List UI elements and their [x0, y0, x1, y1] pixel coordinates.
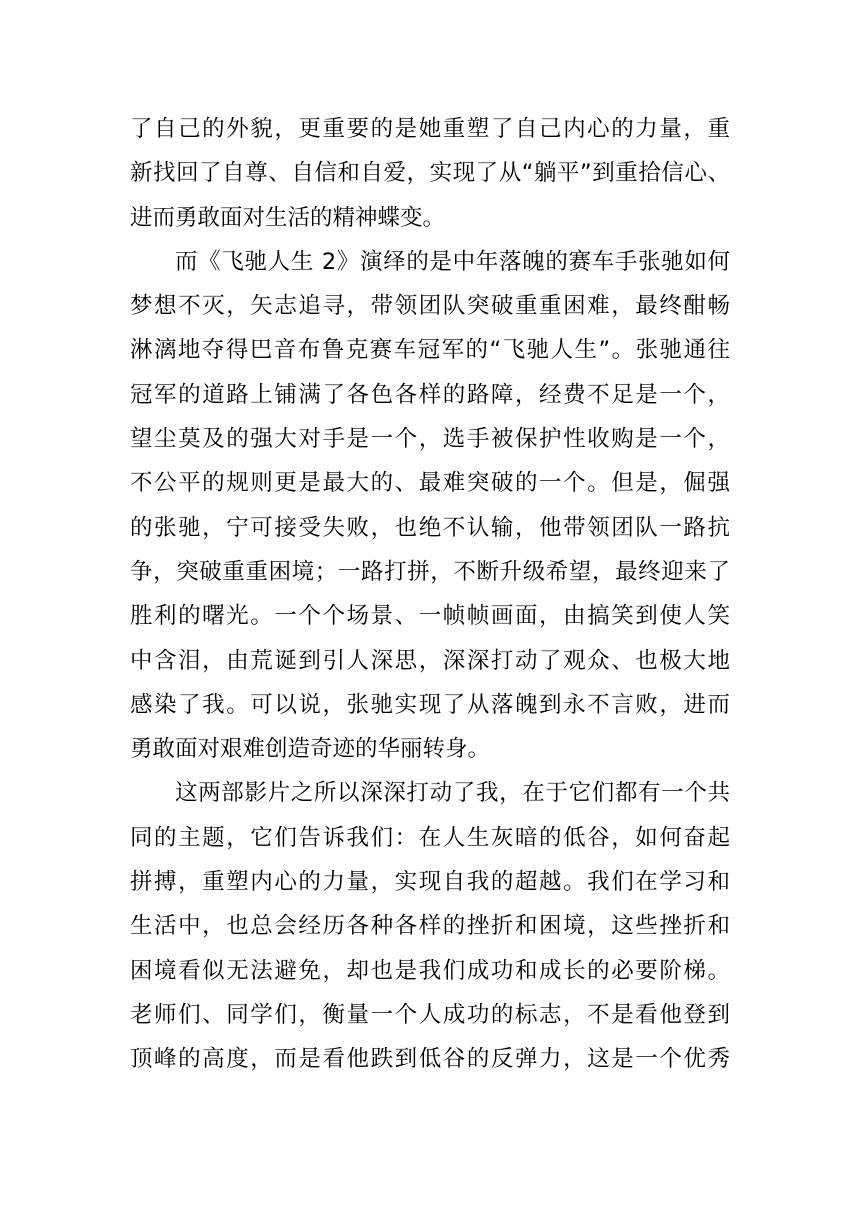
text-line: 困境看似无法避免，却也是我们成功和成长的必要阶梯。 — [130, 957, 730, 984]
paragraph-3 — [130, 771, 730, 1081]
text-line: 顶峰的高度，而是看他跌到低谷的反弹力，这是一个优秀 — [130, 1046, 730, 1073]
text-line: 而《飞驰人生 2》演绎的是中年落魄的赛车手张驰如何 — [175, 248, 730, 275]
text-line: 了自己的外貌，更重要的是她重塑了自己内心的力量，重 — [130, 116, 730, 142]
text-line: 进而勇敢面对生活的精神蝶变。 — [130, 204, 446, 231]
text-line: 拼搏，重塑内心的力量，实现自我的超越。我们在学习和 — [130, 869, 730, 896]
text-line: 梦想不灭，矢志追寻，带领团队突破重重困难，最终酣畅 — [130, 293, 730, 320]
text-line: 中含泪，由荒诞到引人深思，深深打动了观众、也极大地 — [130, 647, 730, 674]
text-line: 这两部影片之所以深深打动了我，在于它们都有一个共 — [175, 780, 730, 807]
text-line: 新找回了自尊、自信和自爱，实现了从“躺平”到重拾信心、 — [130, 160, 730, 187]
paragraph-2 — [130, 240, 730, 772]
text-line: 争，突破重重困境；一路打拼，不断升级希望，最终迎来了 — [130, 558, 730, 585]
text-line: 胜利的曙光。一个个场景、一帧帧画面，由搞笑到使人笑 — [130, 603, 730, 630]
text-line: 生活中，也总会经历各种各样的挫折和困境，这些挫折和 — [130, 913, 730, 940]
text-line: 感染了我。可以说，张驰实现了从落魄到永不言败，进而 — [130, 691, 730, 718]
document-page — [130, 107, 730, 1082]
text-line: 的张驰，宁可接受失败，也绝不认输，他带领团队一路抗 — [130, 514, 730, 541]
text-line: 老师们、同学们，衡量一个人成功的标志，不是看他登到 — [130, 1001, 730, 1028]
text-line: 望尘莫及的强大对手是一个，选手被保护性收购是一个， — [130, 426, 730, 453]
text-line: 冠军的道路上铺满了各色各样的路障，经费不足是一个， — [130, 381, 730, 408]
text-line: 勇敢面对艰难创造奇迹的华丽转身。 — [130, 736, 491, 763]
paragraph-1 — [130, 107, 730, 240]
text-line: 淋漓地夺得巴音布鲁克赛车冠军的“飞驰人生”。张驰通往 — [130, 337, 730, 364]
text-line: 不公平的规则更是最大的、最难突破的一个。但是，倔强 — [130, 470, 730, 497]
text-line: 同的主题，它们告诉我们：在人生灰暗的低谷，如何奋起 — [130, 824, 730, 851]
